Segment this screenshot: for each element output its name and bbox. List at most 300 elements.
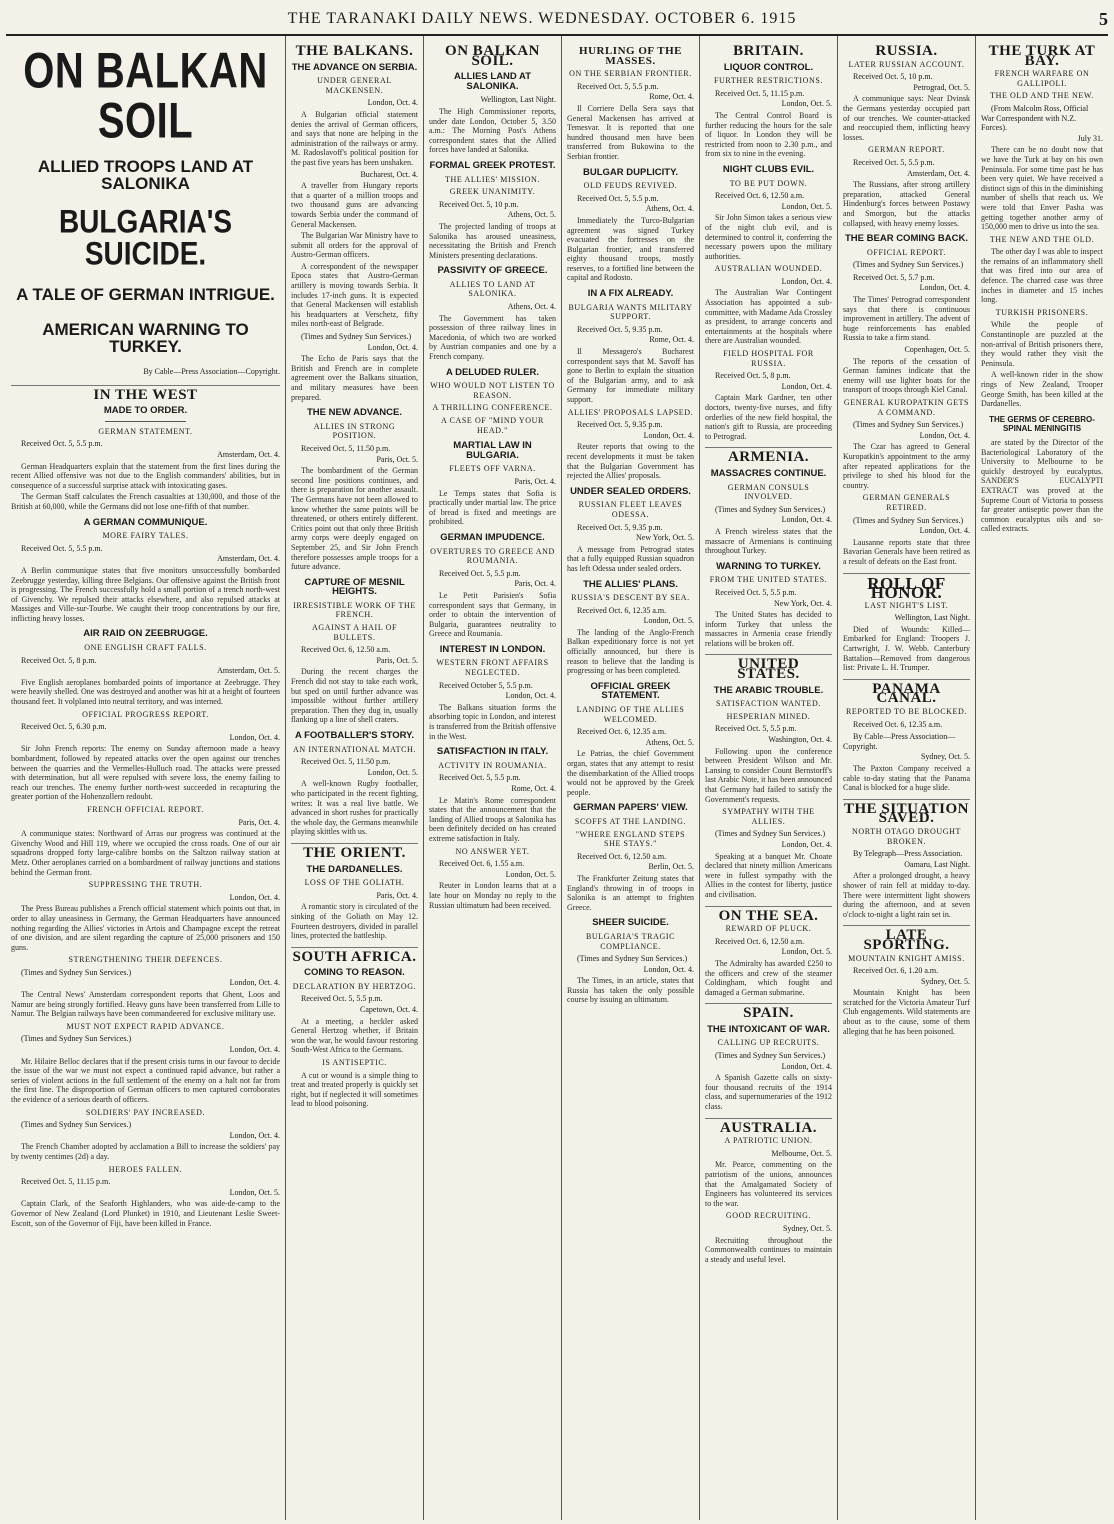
dateline: Berlin, Oct. 5. (648, 862, 694, 872)
column-7 (976, 36, 1108, 1520)
sub-heading: WHO WOULD NOT LISTEN TO REASON. (430, 381, 555, 400)
article-text: The reports of the cessation of German famines indicate that the enemy will use lighter boats for the transport of troops through Kiel Canal. (843, 356, 970, 395)
dateline: Paris, Oct. 4. (376, 890, 418, 900)
sub-heading: FLEETS OFF VARNA. (449, 464, 536, 474)
article-text: A communique states: Northward of Arras our progress was continued at the Givenchy Wood and Hill 119, where we occupied the cross roads. One of our air squadrons dropped forty large-calibre bombs on the Saltzon railway station at Metz. Other aeroplanes carried on a bombardment of railway junctions and stations behind the German front. (11, 829, 280, 877)
sub-heading: UNDER GENERAL MACKENSEN. (317, 76, 392, 95)
section-heading: LATE SPORTING. (843, 925, 970, 950)
column-2 (286, 36, 424, 1520)
article-text: The Russians, after strong artillery preparation, attacked General Hindenburg's forces between Postawy and Smorgon, but the attacks collapsed, with heavy enemy losses. (843, 180, 970, 228)
article-text: Immediately the Turco-Bulgarian agreement was signed Turkey evacuated the fortresses on the Bulgarian frontier, and transferred eighty thousand troops, mostly reserves, to a fortified line between the capital and Rodosto. (567, 215, 694, 283)
sub-heading: SOLDIERS' PAY INCREASED. (85, 1107, 206, 1117)
sub-heading: TO BE PUT DOWN. (729, 178, 808, 188)
sub-heading: ONE ENGLISH CRAFT FALLS. (84, 643, 207, 653)
sub-heading: INTEREST IN LONDON. (439, 643, 546, 655)
dateline: Paris, Oct. 5. (376, 454, 418, 464)
article-text: A Spanish Gazette calls on sixty-four thousand recruits of the 1914 class, and supernumeraries of the 1912 class. (705, 1073, 832, 1112)
column-6 (838, 36, 976, 1520)
received-line: Received Oct. 5, 11.15 p.m. (21, 1177, 111, 1187)
sub-heading: LIQUOR CONTROL. (723, 61, 814, 73)
sub-heading: OFFICIAL GREEK STATEMENT. (590, 680, 671, 702)
section-heading: ROLL OF HONOR. (843, 573, 970, 598)
dateline: London, Oct. 4. (229, 1045, 280, 1055)
section-heading: THE SITUATION SAVED. (843, 800, 969, 827)
dateline: Rome, Oct. 4. (511, 784, 556, 793)
article-text: Captain Clark, of the Seaforth Highlanders, who was aide-de-camp to the Governor of New Zealand (Lord Plunket) in 1910, and Lieutenant Leslie Sweet-Escott, son of the Governor of Fiji, have been killed in France. (11, 1199, 280, 1228)
article-text: Sir John Simon takes a serious view of the night club evil, and is determined to control it, conferring the necessary powers upon the military authorities. (705, 213, 832, 261)
article-text: While the people of Constantinople are puzzled at the non-arrival of British prisoners there, they would rather they visit the Peninsula. (981, 320, 1103, 368)
sub-heading: IS ANTISEPTIC. (322, 1058, 387, 1068)
article-text: There can be no doubt now that we have the Turk at bay on his own Peninsula. For some time past he has been very quiet. We have received a distinct sign of this in the diminishing number of shells that reach us. We were told that Enver Pasha was getting together another army of 150,000 men to drive us into the sea. (981, 145, 1103, 232)
sub-heading: A CASE OF "MIND YOUR HEAD." (441, 416, 544, 435)
article-text: A message from Petrograd states that a fully equipped Russian squadron has left Odessa under sealed orders. (567, 544, 694, 573)
dateline: London, Oct. 5. (781, 201, 832, 211)
page-number: 5 (1099, 8, 1108, 29)
received-line: Received Oct. 5, 9.35 p.m. (577, 324, 663, 334)
received-line: Received Oct. 5, 6.30 p.m. (21, 722, 107, 732)
article-text: Le Patrias, the chief Government organ, states that any attempt to resist the disembarkation of the Allied troops would not be approved by the Greek people. (567, 749, 694, 797)
source-line: (Times and Sydney Sun Services.) (715, 504, 826, 514)
article-text: A Berlin communique states that five monitors unsuccessfully bombarded Zeebrugge yesterday, killing three Belgians. Our offensive against the British front is progressing. The French successfully hold a small portion of a trench north-west of Givenchy. We repulsed their attacks elsewhere, and also repulsed attacks at Massiges and Ville-sur-Tourbe. We caught their troop concentrations by our fire, inflicting heavy losses. (11, 565, 280, 623)
section-heading: ON BALKAN SOIL. (445, 43, 540, 69)
dateline: London, Oct. 4. (781, 381, 832, 391)
sub-heading: THE ALLIES' PLANS. (583, 578, 678, 590)
article-text: The Australian War Contingent Association has appointed a sub-committee, with Madame Ada Crossley as president, to arrange concerts and entertainments at the hospitals where there are Australian wounded. (705, 288, 832, 346)
lead-subheadline: ALLIED TROOPS LAND AT SALONIKA (37, 157, 254, 193)
dateline: Copenhagen, Oct. 5. (904, 345, 970, 355)
sub-heading: GOOD RECRUITING. (725, 1211, 812, 1221)
article-text: The High Commissioner reports, under date London, October 5, 3.50 a.m.: The Morning Post's Athens correspondent states that the Allied forces have landed at Salonika. (429, 106, 556, 155)
article-text: Mountain Knight has been scratched for the Victoria Amateur Turf Club engagements. Wild statements are about as to the cause, some of them alleging that he has been poisoned. (843, 988, 970, 1036)
dateline: Oamaru, Last Night. (904, 859, 970, 869)
sub-heading: GERMAN GENERALS RETIRED. (862, 493, 951, 512)
sub-heading: SUPPRESSING THE TRUTH. (88, 880, 203, 890)
article-text: Five English aeroplanes bombarded points of importance at Zeebrugge. They were heavily shelled. One was destroyed and another was hit at a height of fourteen thousand feet. It volplaned into neutral territory, and was interned. (11, 677, 280, 707)
dateline: London, Oct. 4. (919, 526, 970, 536)
sub-heading: OVERTURES TO GREECE AND ROUMANIA. (430, 546, 555, 566)
received-line: Received Oct. 5, 5.5 p.m. (21, 543, 103, 553)
received-line: Received Oct. 6, 12.35 a.m. (577, 727, 667, 737)
received-line: Received October 5, 5.5 p.m. (439, 680, 533, 690)
received-line: Received Oct. 6, 12.50 a.m. (301, 645, 391, 655)
received-line: Received Oct. 5, 5.7 p.m. (853, 272, 935, 282)
section-heading: ARMENIA. (705, 447, 832, 463)
section-heading: RUSSIA. (875, 43, 938, 59)
sub-heading: AIR RAID ON ZEEBRUGGE. (83, 628, 208, 640)
masthead-title: THE TARANAKI DAILY NEWS. WEDNESDAY. OCTOBER 6. 1915 (287, 10, 797, 27)
sub-heading: HESPERIAN MINED. (726, 711, 811, 721)
divider (105, 421, 186, 422)
article-text: A communique says: Near Dvinsk the Germans yesterday occupied part of our trenches. We counter-attacked and reoccupied them, inflicting heavy losses. (843, 94, 970, 142)
sub-heading: FRENCH WARFARE ON GALLIPOLI. (994, 69, 1090, 88)
column-4 (562, 36, 700, 1520)
sub-heading: NIGHT CLUBS EVIL. (722, 163, 815, 175)
received-line: Received Oct. 6, 12.35 a.m. (853, 719, 943, 729)
dateline: Athens, Oct. 5. (645, 737, 694, 747)
section-heading: SOUTH AFRICA. (292, 948, 417, 965)
received-line: Received Oct. 5, 10 p.m. (853, 72, 933, 82)
column-1 (6, 36, 286, 1520)
source-line: (Times and Sydney Sun Services.) (715, 1051, 826, 1061)
article-text: A cut or wound is a simple thing to treat and treated properly is quickly set right, but if neglected it will sometimes lead to blood poisoning. (291, 1070, 418, 1109)
sub-heading: THE ADVANCE ON SERBIA. (291, 61, 418, 73)
dateline: Amsterdam, Oct. 5. (217, 666, 280, 676)
sub-heading: "WHERE ENGLAND STEPS SHE STAYS." (575, 829, 686, 849)
dateline: London, Oct. 4. (643, 430, 694, 440)
received-line: Received Oct. 6, 12.35 a.m. (577, 605, 667, 615)
sub-heading: A FOOTBALLER'S STORY. (294, 730, 415, 741)
dateline: London, Oct. 4. (229, 1130, 280, 1140)
dateline: London, Oct. 4. (505, 691, 556, 701)
article-text: The German Staff calculates the French casualties at 130,000, and those of the British at 60,000, while the Germans did not lose one-fifth of that number. (11, 492, 280, 511)
dateline: London, Oct. 5. (781, 947, 832, 957)
article-text: Recruiting throughout the Commonwealth continues to maintain a steady and useful level. (705, 1235, 832, 1264)
received-line: Received Oct. 5, 5.5 p.m. (853, 157, 935, 167)
article-text: The Government has taken possession of three railway lines in Macedonia, of which two are worked by Austrian companies and one by a French company. (429, 313, 556, 362)
received-line: Received Oct. 5, 9.35 p.m. (577, 420, 663, 430)
lead-subheadline-3: AMERICAN WARNING TO TURKEY. (42, 320, 249, 356)
sub-heading: SATISFACTION IN ITALY. (436, 746, 549, 758)
dateline: Washington, Oct. 4. (768, 735, 832, 745)
sub-heading: OFFICIAL PROGRESS REPORT. (82, 709, 209, 719)
dateline: London, Oct. 4. (229, 732, 280, 742)
article-text: The Times, in an article, states that Russia has taken the only possible course by issuing an ultimatum. (567, 976, 694, 1005)
masthead (6, 4, 1108, 36)
dateline: London, Oct. 4. (367, 98, 418, 108)
article-text: A correspondent of the newspaper Epoca states that Austro-German artillery is moving towards Serbia. It includes 17-inch guns. It is expected that General Mackensen will establish his headquarters at Verschetz, fifty miles north-east of Belgrade. (291, 261, 418, 329)
sub-heading: WARNING TO TURKEY. (716, 560, 821, 572)
source-line: (Times and Sydney Sun Services.) (853, 420, 964, 430)
sub-heading: GERMAN REPORT. (868, 145, 945, 155)
article-text: Mr. Hilaire Belloc declares that if the present crisis turns in our favour to decide the issue of the war we must not expect a continued rapid advance, but rather a series of violent actions in the full settlement of the enemy on a halt not far from the first line. The disproportion of German officers to men captured corroborates the evidence of a serious dearth of officers. (11, 1056, 280, 1104)
article-text: A well-known Rugby footballer, who participated in the recent fighting, writes: It was a real live battle. We advanced in short rushes for practically the whole day, the Germans meanwhile playing skittles with us. (291, 779, 418, 837)
sub-heading: FRENCH OFFICIAL REPORT. (87, 804, 204, 814)
section-heading: THE ORIENT. (291, 843, 418, 859)
received-line: Received Oct. 5, 5.5 p.m. (439, 568, 521, 578)
article-text: Le Petit Parisien's Sofia correspondent says that Germany, in order to obtain the intervention of Bulgaria, guarantees neutrality to Greece and Roumania. (429, 590, 556, 639)
sub-heading: SYMPATHY WITH THE ALLIES. (722, 807, 815, 826)
column-3 (424, 36, 562, 1520)
dateline: Sydney, Oct. 5. (920, 976, 970, 986)
dateline: Paris, Oct. 4. (514, 476, 556, 486)
sub-heading: AN INTERNATIONAL MATCH. (292, 744, 417, 754)
article-text: Sir John French reports: The enemy on Sunday afternoon made a heavy bombardment, followed by repeated attacks over the open against our trenches between the quarries and the Vermelles-Hulluch road. The attacks were pressed with determination, but all were repulsed with severe loss, the enemy failing to reach our trenches. The enemy further north-west succeeded in recapturing the greater portion of the Hohenzollern redoubt. (11, 744, 280, 802)
sub-heading: OLD FEUDS REVIVED. (583, 181, 678, 191)
dateline: Amsterdam, Oct. 4. (217, 449, 280, 459)
article-text: The Bulgarian War Ministry have to submit all orders for the approval of Austro-German officers. (291, 231, 418, 260)
article-text: Following upon the conference between President Wilson and Mr. Lansing to consider Count Bernstorff's last Arabic Note, it has been announced that Germany had failed to satisfy the Government's requests. (705, 746, 832, 804)
dateline: Paris, Oct. 4. (514, 579, 556, 589)
article-text: Mr. Pearce, commenting on the patriotism of the unions, announces that the Amalgamated Society of Engineers has volunteered its services to the war. (705, 1160, 832, 1208)
dateline: Rome, Oct. 4. (649, 92, 694, 102)
source-line: (Times and Sydney Sun Services.) (853, 515, 964, 525)
article-text: Lausanne reports state that three Bavarian Generals have been retired as a result of defeats on the East front. (843, 537, 970, 566)
article-text: The Echo de Paris says that the British and French are in complete agreement over the Balkans situation, and military measures have been prepared. (291, 354, 418, 402)
article-text: Le Temps states that Sofia is practically under martial law. The price of bread is fixed and meetings are prohibited. (429, 488, 556, 527)
source-line: (Times and Sydney Sun Services.) (21, 967, 132, 977)
sub-heading: ON THE SERBIAN FRONTIER. (569, 69, 692, 79)
article-text: The projected landing of troops at Salonika has aroused uneasiness, necessitating the British and French Ministers presenting declarations. (429, 221, 556, 260)
received-line: Received Oct. 6, 1.20 a.m. (853, 966, 939, 976)
columns (6, 36, 1108, 1520)
sub-heading: ALLIES LAND AT SALONIKA. (453, 71, 532, 92)
sub-heading: A PATRIOTIC UNION. (724, 1136, 813, 1146)
dateline: Athens, Oct. 5. (507, 210, 556, 220)
sub-heading: ACTIVITY IN ROUMANIA. (438, 760, 547, 770)
sub-heading: ALLIES' PROPOSALS LAPSED. (567, 407, 694, 417)
sub-heading: LAST NIGHT'S LIST. (864, 600, 949, 610)
dateline: Melbourne, Oct. 5. (771, 1148, 832, 1158)
dateline: New York, Oct. 4. (774, 598, 832, 608)
article-text: The Frankfurter Zeitung states that England's throwing in of troops in Salonika is an attempt to frighten Greece. (567, 873, 694, 912)
received-line: Received Oct. 5, 5.5 p.m. (577, 193, 659, 203)
received-line: Received Oct. 5, 10 p.m. (439, 199, 519, 209)
lead-headline: ON BALKAN SOIL (23, 43, 268, 149)
sub-heading: LOSS OF THE GOLIATH. (304, 878, 405, 888)
article-text: After a prolonged drought, a heavy shower of rain fell at midday to-day. There were intermittent light showers during the afternoon, and at seven o'clock to-night a light rain set in. (843, 871, 970, 919)
article-text: The Admiralty has awarded £250 to the officers and crew of the steamer Coldingham, which fought and damaged a German submarine. (705, 958, 832, 997)
sub-heading: STRENGTHENING THEIR DEFENCES. (68, 955, 223, 965)
dateline: Paris, Oct. 5. (376, 655, 418, 665)
dateline: London, Oct. 5. (643, 616, 694, 626)
article-text: The Times' Petrograd correspondent says that there is continuous improvement in artillery. The advent of huge reinforcements has enabled Russia to take a firm stand. (843, 295, 970, 343)
sub-heading: THE OLD AND THE NEW. (990, 91, 1094, 101)
dateline: London, Oct. 5. (367, 767, 418, 777)
sub-heading: NORTH OTAGO DROUGHT BROKEN. (852, 826, 961, 846)
section-heading: THE BALKANS. (295, 43, 414, 59)
received-line: Received Oct. 5, 5.5 p.m. (439, 773, 521, 783)
article-text: Le Matin's Rome correspondent states that the announcement that the landing of Allied troops at Salonika has been definitely decided on has created extreme satisfaction in Italy. (429, 795, 556, 843)
sub-heading: RUSSIA'S DESCENT BY SEA. (571, 593, 690, 603)
source-line: (Times and Sydney Sun Services.) (715, 829, 826, 839)
sub-heading: MUST NOT EXPECT RAPID ADVANCE. (66, 1021, 225, 1031)
dateline: London, Oct. 4. (229, 978, 280, 988)
sub-heading: MOUNTAIN KNIGHT AMISS. (848, 953, 965, 963)
section-heading: SPAIN. (705, 1003, 832, 1019)
article-text: The French Chamber adopted by acclamation a Bill to increase the soldiers' pay by twenty centimes (2d) a day. (11, 1142, 280, 1161)
sub-heading: THE ARABIC TROUBLE. (713, 684, 824, 696)
source-line: By Telegraph—Press Association. (853, 849, 963, 859)
byline: By Cable—Press Association—Copyright. (143, 367, 280, 376)
sub-heading: AGAINST A HAIL OF BULLETS. (311, 623, 398, 642)
sub-heading: REWARD OF PLUCK. (725, 924, 812, 934)
dateline: Bucharest, Oct. 4. (360, 169, 418, 179)
dateline: London, Oct. 5. (505, 869, 556, 879)
source-line: (Times and Sydney Sun Services.) (853, 260, 964, 270)
sub-heading: GERMAN CONSULS INVOLVED. (727, 482, 810, 502)
received-line: Received Oct. 5, 9.35 p.m. (577, 522, 663, 532)
dateline: Wellington, Last Night. (894, 613, 970, 623)
dateline: London, Oct. 4. (781, 515, 832, 525)
article-text: The Paxton Company received a cable to-day stating that the Panama Canal is blocked for a huge slide. (843, 764, 970, 793)
article-text: Il Corriere Della Sera says that General Mackensen has arrived at Temesvar. It is reported that one hundred thousand men have been transferred from Bukowina to the Serbian frontier. (567, 103, 694, 161)
sub-heading: GERMAN IMPUDENCE. (440, 531, 545, 543)
sub-heading: THE NEW AND THE OLD. (989, 234, 1095, 244)
received-line: Received Oct. 5, 5.5 p.m. (301, 994, 383, 1004)
sub-heading: WESTERN FRONT AFFAIRS NEGLECTED. (436, 658, 549, 678)
dateline: London, Oct. 4. (781, 276, 832, 286)
sub-heading: FROM THE UNITED STATES. (709, 575, 828, 585)
dateline: London, Oct. 4. (781, 839, 832, 849)
dateline: Amsterdam, Oct. 4. (907, 168, 970, 178)
sub-heading: FIELD HOSPITAL FOR RUSSIA. (723, 349, 814, 368)
dateline: London, Oct. 4. (643, 964, 694, 974)
sub-heading: MADE TO ORDER. (103, 405, 188, 417)
source-line: (Times and Sydney Sun Services.) (21, 1120, 132, 1130)
received-line: Received Oct. 6, 12.50 a.m. (577, 851, 667, 861)
article-text: A French wireless states that the massacre of Armenians is continuing throughout Turkey. (705, 526, 832, 556)
sub-heading: FURTHER RESTRICTIONS. (713, 76, 824, 86)
sub-heading: NO ANSWER YET. (455, 846, 530, 856)
section-heading: AUSTRALIA. (705, 1118, 832, 1134)
article-text: Captain Mark Gardner, ten other doctors, twenty-five nurses, and fifty orderlies of the new field hospital, the nation's gift to Russia, are proceeding to Petrograd. (705, 393, 832, 441)
dateline: Rome, Oct. 4. (649, 335, 694, 345)
article-text: Speaking at a banquet Mr. Choate declared that ninety million Americans were in fullest sympathy with the Allies in the contest for liberty, justice and civilisation. (705, 851, 832, 899)
received-line: Received Oct. 5, 11.50 p.m. (301, 757, 391, 767)
article-text: The Czar has agreed to General Kuropatkin's appointment to the army after repeated applications for the privilege to shed his blood for the country. (843, 442, 970, 490)
received-line: Received Oct. 6, 1.55 a.m. (439, 859, 525, 869)
source-line: (From Malcolm Ross, Official War Correspondent with N.Z. Forces). (981, 103, 1089, 133)
received-line: Received Oct. 6, 12.50 a.m. (715, 936, 805, 946)
article-text: The Balkans situation forms the absorbing topic in London, and interest is transferred from the British offensive in the West. (429, 702, 556, 741)
sub-heading: ALLIES TO LAND AT SALONIKA. (449, 279, 536, 299)
article-text: are stated by the Director of the Bacteriological Laboratory of the University to Melbourne to be quickly destroyed by eucalyptus. SANDER'S EUCALYPTI EXTRACT was proved at the Supreme Court of Victoria to possess far greater antiseptic power than the common eucalyptus oils and so-called extracts. (981, 437, 1103, 534)
sub-heading: CAPTURE OF MESNIL HEIGHTS. (304, 576, 405, 598)
section-heading: HURLING OF THE MASSES. (579, 45, 682, 67)
received-line: Received Oct. 5, 11.50 p.m. (301, 443, 391, 453)
lead-headline-2: BULGARIA'S SUICIDE. (58, 203, 233, 272)
sub-heading: IRRESISTIBLE WORK OF THE FRENCH. (293, 600, 416, 620)
section-heading: PANAMA CANAL. (843, 679, 970, 704)
sub-heading: THE BEAR COMING BACK. (845, 233, 968, 245)
article-text: A Bulgarian official statement denies the arrival of German officers, and says that none are helping in the administration of the railways or army. M. Radoslavoff's political position for the past five years has been unshaken. (291, 109, 418, 167)
received-line: Received Oct. 5, 8 p.m. (21, 655, 97, 665)
sub-heading: TURKISH PRISONERS. (995, 307, 1089, 317)
section-heading: UNITED STATES. (705, 654, 832, 679)
article-text: A romantic story is circulated of the sinking of the Goliath on May 12. Fourteen destroyers, divided in parallel lines, protected the battleship. (291, 902, 418, 941)
sub-heading: THE DARDANELLES. (306, 863, 403, 875)
article-text: The United States has decided to inform Turkey that unless the massacres in Armenia cease friendly relations will be broken off. (705, 610, 832, 648)
article-text: A traveller from Hungary reports that a quarter of a million troops and two thousand guns are advancing towards Serbia under the command of General Mackensen. (291, 181, 418, 229)
article-text: During the recent charges the French did not stay to take each work, but sped on until further advance was impossible without further artillery preparation. Then they dug in, usually flanking up a line of shell craters. (291, 667, 418, 725)
article-text: The Central News' Amsterdam correspondent reports that Ghent, Loos and Namur are being strongly fortified. Heavy guns have been transferred from Lille to Namur. The Belgian railways have been commandeered for exclusive military use. (11, 990, 280, 1019)
received-line: Received Oct. 5, 8 p.m. (715, 371, 791, 381)
received-line: Received Oct. 5, 5.5 p.m. (21, 439, 103, 449)
section-heading: ON THE SEA. (705, 906, 832, 922)
sub-heading: CALLING UP RECRUITS. (717, 1038, 820, 1048)
dateline: Amsterdam, Oct. 4. (217, 554, 280, 564)
dateline: Petrograd, Oct. 5. (913, 82, 970, 92)
article-text: The Central Control Board is further reducing the hours for the sale of liquor. In London they will be restricted from noon to 2.30 p.m., and from six to nine in the evening. (705, 110, 832, 159)
sub-heading: AUSTRALIAN WOUNDED. (714, 264, 823, 274)
sub-heading: COMING TO REASON. (304, 967, 405, 979)
section-heading: IN THE WEST (11, 385, 280, 401)
sub-heading: LATER RUSSIAN ACCOUNT. (848, 59, 965, 69)
sub-heading: A GERMAN COMMUNIQUE. (83, 516, 208, 528)
dateline: London, Oct. 5. (781, 99, 832, 109)
sub-heading: MASSACRES CONTINUE. (710, 467, 827, 479)
dateline: Wellington, Last Night. (480, 95, 556, 105)
dateline: Athens, Oct. 4. (645, 204, 694, 214)
column-5 (700, 36, 838, 1520)
article-text: Died of Wounds: Killed—Embarked for England: Troopers J. Cartwright, J. W. Webb. Canterbury Battalion—Removed from dangerous list: Private L. H. Trumper. (843, 624, 970, 673)
received-line: Received Oct. 5, 11.15 p.m. (715, 88, 805, 98)
article-text: The landing of the Anglo-French Balkan expeditionary force is not yet officially announced, but there is reason to believe that the landing is progressing or has been completed. (567, 627, 694, 676)
sub-heading: ALLIES IN STRONG POSITION. (313, 421, 396, 441)
dateline: Paris, Oct. 4. (238, 817, 280, 827)
sub-heading: GERMAN STATEMENT. (98, 426, 193, 436)
sub-heading: A DELUDED RULER. (445, 366, 540, 378)
article-text: At a meeting, a heckler asked General Hertzog whether, if Britain won the war, he would favour restoring South-West Africa to the Germans. (291, 1016, 418, 1055)
dateline: London, Oct. 4. (781, 1061, 832, 1071)
sub-heading: LANDING OF THE ALLIES WELCOMED. (576, 705, 685, 724)
article-text: Reuter reports that owing to the recent developments it must be taken that the Bulgarian Government has rejected the Allies' proposals. (567, 442, 694, 481)
sub-heading: SATISFACTION WANTED. (715, 699, 822, 709)
source-line: (Times and Sydney Sun Services.) (577, 954, 688, 964)
sub-heading: SHEER SUICIDE. (592, 917, 669, 929)
sub-heading: GERMAN PAPERS' VIEW. (573, 802, 688, 814)
article-text: The Press Bureau publishes a French official statement which points out that, in order to allay uneasiness in Germany, the German Headquarters have announced nothing regarding the Allies' victories in Artois and Champagne except the retreat of one division, and are silent regarding the capture of 25,000 prisoners and 150 guns. (11, 904, 280, 952)
source-line: By Cable—Press Association—Copyright. (843, 732, 956, 751)
sub-heading: BULGAR DUPLICITY. (583, 166, 678, 178)
dateline: Sydney, Oct. 5. (782, 1223, 832, 1233)
sub-heading: GREEK UNANIMITY. (449, 187, 536, 197)
dateline: London, Oct. 4. (367, 342, 418, 352)
dateline: Sydney, Oct. 5. (920, 752, 970, 762)
dateline: Capetown, Oct. 4. (360, 1005, 418, 1015)
section-heading: BRITAIN. (733, 43, 804, 59)
article-text: The bombardment of the German second line positions continues, and there is preparation for another assault. The Germans have not been allowed to know whether the same points will be threatened, or others entirely different. Critics point out that only three British army corps were deeply engaged on September 25, and Sir John French therefore possesses ample troops for a future advance. (291, 466, 418, 572)
received-line: Received Oct. 5, 5.5 p.m. (715, 587, 797, 597)
sub-heading: BULGARIA WANTS MILITARY SUPPORT. (568, 302, 693, 322)
dateline: London, Oct. 5. (229, 1187, 280, 1197)
dateline: London, Oct. 4. (229, 892, 280, 902)
lead-subheadline-2: A TALE OF GERMAN INTRIGUE. (16, 285, 275, 304)
received-line: Received Oct. 5, 5.5 p.m. (577, 81, 659, 91)
sub-heading: A THRILLING CONFERENCE. (432, 403, 553, 413)
article-text: The other day I was able to inspect the remains of an inflammatory shell that was fired into our area of defence. The charred case was three inches in diameter and 15 inches long. (981, 247, 1103, 305)
dateline: July 31. (1077, 133, 1103, 143)
sub-heading: GENERAL KUROPATKIN GETS A COMMAND. (843, 398, 970, 417)
sub-heading: REPORTED TO BE BLOCKED. (845, 707, 968, 717)
source-line: (Times and Sydney Sun Services.) (21, 1034, 132, 1044)
sub-heading: DECLARATION BY HERTZOG. (292, 981, 417, 991)
sub-heading: RUSSIAN FLEET LEAVES ODESSA. (578, 500, 683, 519)
sub-heading: BULGARIA'S TRAGIC COMPLIANCE. (585, 931, 676, 951)
sub-heading: THE NEW ADVANCE. (307, 407, 402, 419)
sub-heading: THE INTOXICANT OF WAR. (707, 1023, 830, 1035)
sub-heading: THE GERMS OF CEREBRO-SPINAL MENINGITIS (989, 414, 1095, 434)
source-line: (Times and Sydney Sun Services.) (301, 332, 412, 342)
article-text: Il Messagero's Bucharest correspondent says that M. Savoff has gone to Berlin to explain the situation of the Bulgarian army, and to ask Germany for immediate military support. (567, 347, 694, 404)
dateline: New York, Oct. 5. (636, 533, 694, 543)
sub-heading: MORE FAIRY TALES. (102, 531, 189, 541)
article-text: Reuter in London learns that at a late hour on Monday no reply to the Russian ultimatum had been received. (429, 881, 556, 910)
article-text: A well-known rider in the show rings of New Zealand, Trooper George Smith, has been killed at the Dardanelles. (981, 370, 1103, 409)
dateline: London, Oct. 4. (919, 430, 970, 440)
sub-heading: IN A FIX ALREADY. (587, 288, 674, 300)
sub-heading: PASSIVITY OF GREECE. (437, 265, 548, 277)
sub-heading: HEROES FALLEN. (108, 1164, 183, 1174)
section-heading: THE TURK AT BAY. (988, 43, 1096, 69)
sub-heading: MARTIAL LAW IN BULGARIA. (453, 440, 532, 461)
dateline: Athens, Oct. 4. (507, 302, 556, 312)
article-text: German Headquarters explain that the statement from the first lines during the recent Allied offensive was not due to the English commanders' abilities, but in consequence of a successful surprise attack with intoxicating gases. (11, 461, 280, 490)
sub-heading: SCOFFS AT THE LANDING. (574, 816, 687, 826)
dateline: London, Oct. 4. (919, 283, 970, 293)
sub-heading: FORMAL GREEK PROTEST. (429, 159, 556, 171)
sub-heading: OFFICIAL REPORT. (867, 247, 946, 257)
